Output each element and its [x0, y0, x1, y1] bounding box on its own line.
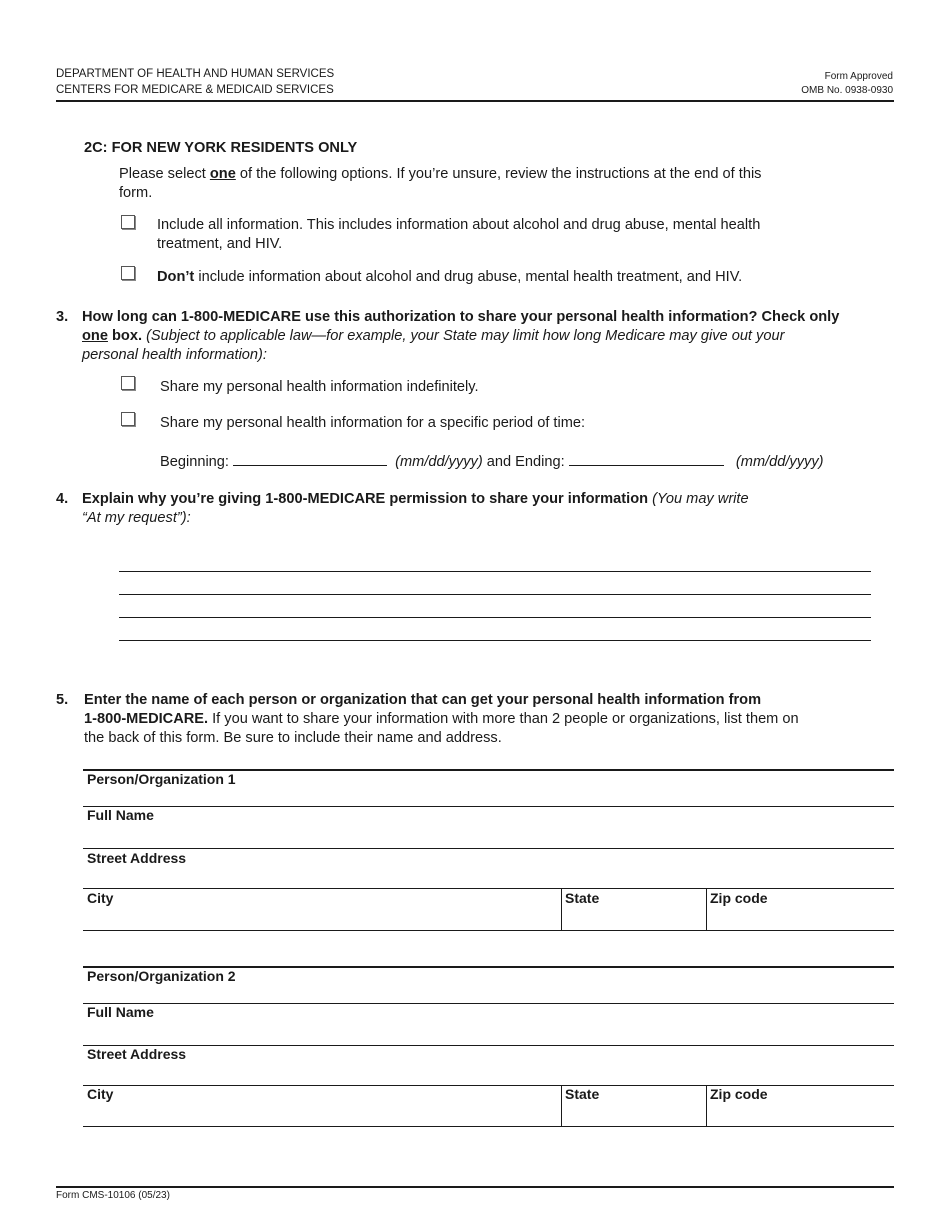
agency-header [56, 66, 334, 98]
street-address-field[interactable]: Street Address [87, 850, 187, 866]
duration-indefinite-checkbox[interactable] [121, 376, 135, 390]
state-field[interactable]: State [565, 890, 600, 906]
footer-rule [56, 1186, 894, 1188]
date-range-row: Beginning: (mm/dd/yyyy) and Ending: (mm/dd/yyyy) [160, 451, 823, 472]
q3-number: 3. [56, 309, 69, 325]
person-org-title: Person/Organization 1 [87, 771, 236, 787]
zip-code-field[interactable]: Zip code [710, 890, 768, 906]
reason-line-3[interactable] [119, 617, 871, 618]
person-org-title: Person/Organization 2 [87, 968, 236, 984]
q5-number: 5. [56, 692, 69, 708]
street-address-field[interactable]: Street Address [87, 1046, 187, 1062]
agency-line-1: DEPARTMENT OF HEALTH AND HUMAN SERVICES [56, 68, 335, 80]
duration-indefinite-label: Share my personal health information indefinitely. [160, 379, 479, 395]
form-approved: Form Approved [824, 71, 893, 82]
city-field[interactable]: City [87, 890, 114, 906]
agency-line-2: CENTERS FOR MEDICARE & MEDICAID SERVICES [56, 84, 334, 96]
form-id: Form CMS-10106 (05/23) [56, 1190, 170, 1201]
ny-include-all-label: Include all information. This includes information about alcohol and drug abuse, mental health treatment, and HIV. [157, 217, 761, 252]
beginning-date-field[interactable] [233, 451, 387, 466]
omb-block [801, 70, 893, 98]
q4-prompt: Explain why you’re giving 1-800-MEDICARE permission to share your information (You may write “At my request”): [82, 491, 749, 526]
ny-include-all-checkbox[interactable] [121, 215, 135, 229]
reason-line-1[interactable] [119, 571, 871, 572]
ny-dont-include-label: Don’t include information about alcohol and drug abuse, mental health treatment, and HIV. [157, 269, 743, 285]
full-name-field[interactable]: Full Name [87, 807, 154, 823]
duration-period-checkbox[interactable] [121, 412, 135, 426]
person-org-1-table [83, 769, 894, 932]
reason-line-4[interactable] [119, 640, 871, 641]
zip-code-field[interactable]: Zip code [710, 1086, 768, 1102]
person-org-2-table [83, 966, 894, 1129]
full-name-field[interactable]: Full Name [87, 1004, 154, 1020]
city-field[interactable]: City [87, 1086, 114, 1102]
q4-number: 4. [56, 491, 69, 507]
duration-period-label: Share my personal health information for a specific period of time: [160, 415, 586, 431]
q5-prompt: Enter the name of each person or organization that can get your personal health information from 1-800-MEDICARE. If you want to share your information with more than 2 people or organizations, list them on the back of this form. Be sure to include their name and address. [84, 692, 799, 746]
reason-line-2[interactable] [119, 594, 871, 595]
ending-date-field[interactable] [569, 451, 724, 466]
section-2c-instructions: Please select one of the following options. If you’re unsure, review the instructions at the end of this form. [119, 166, 762, 201]
q3-prompt: How long can 1-800-MEDICARE use this authorization to share your personal health information? Check only one box. (Subject to applicable law—for example, your State may limit how long Medicare may give out your personal health information): [82, 309, 840, 363]
section-2c-heading: 2C: FOR NEW YORK RESIDENTS ONLY [84, 140, 358, 156]
ny-dont-include-checkbox[interactable] [121, 266, 135, 280]
omb-number: OMB No. 0938-0930 [801, 85, 893, 96]
state-field[interactable]: State [565, 1086, 600, 1102]
header-rule [56, 100, 894, 102]
